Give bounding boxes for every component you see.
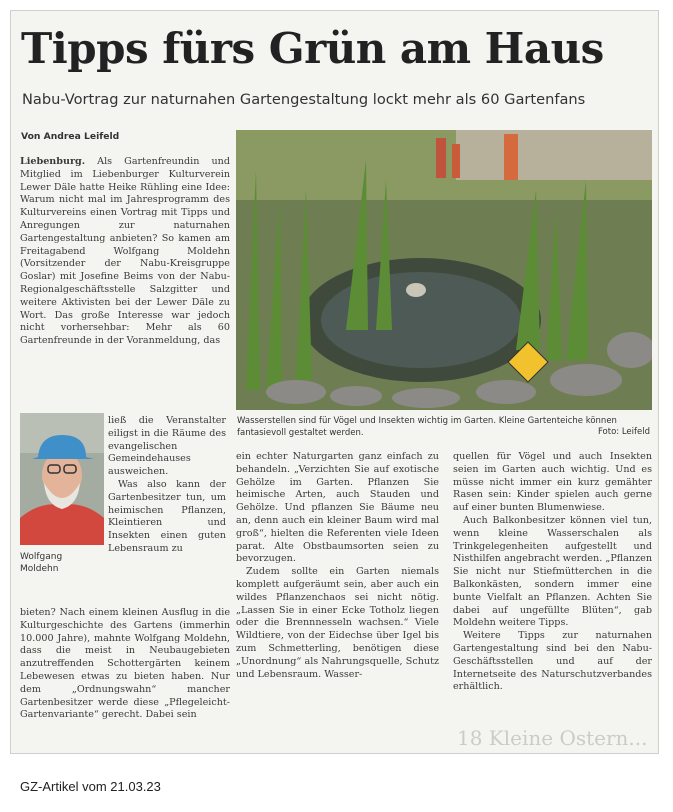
article-byline: Von Andrea Leifeld [21,131,120,142]
article-column-2: ein echter Naturgarten ganz einfach zu behandeln. „Verzichten Sie auf exotische Gehölze im Garten. Pflanzen Sie heimische Arten, auch Stauden und Gehölze. Und pflanzen Sie Bäume neu an, denn auch ein kleiner Baum wird mal groß“, hielten die Referenten viele Ideen parat. Alte Obstbaumsorten seien zu bevorzugen. Zudem sollte ein Garten niemals komplett aufgeräumt sein, aber auch ein wildes Pflanzenchaos sei nicht nötig. „Lassen Sie in einer Ecke Totholz liegen oder die Brennnesseln wachsen.“ Viele Wildtiere, von der Eidechse über Igel bis zum Schmetterling, benötigen diese „Unordnung“ als Nahrungsquelle, Schutz und Lebensraum. Wasser- [236,451,439,680]
article-column-1-wrap: ließ die Veranstalter eiligst in die Räume des evangelischen Gemeindehauses ausweichen. Was also kann der Gartenbesitzer tun, um heimischen Pflanzen, Kleintieren und Insekten einen guten Lebensraum zu [108,415,226,554]
photo-credit: Foto: Leifeld [597,427,650,437]
portrait-caption: Wolfgang Moldehn [20,552,63,574]
footer-label: GZ-Artikel vom 21.03.23 [20,779,161,794]
newspaper-clipping [10,10,659,754]
article-dateline: Liebenburg. [20,156,86,167]
article-column-3: quellen für Vögel und auch Insekten seien im Garten auch wichtig. Und es müsse nicht immer ein kurz gemähter Rasen sein: Kinder spielen auch gerne auf einer bunten Blumenwiese. Auch Balkonbesitzer können viel tun, wenn kleine Wasserschalen als Trinkgelegenheiten aufgestellt und Nisthilfen angebracht werden. „Pflanzen Sie nicht nur Stiefmütterchen in die Balkonkästen, sondern immer eine bunte Vielfalt an Pflanzen. Achten Sie dabei auf ungefüllte Blüten“, gab Moldehn weitere Tipps. Weitere Tipps zur naturnahen Gartengestaltung sind bei den Nabu-Geschäftsstellen und auf der Internetseite des Naturschutzverbandes erhältlich. [453,451,652,693]
article-column-1-tail: bieten? Nach einem kleinen Ausflug in die Kulturgeschichte des Gartens (immerhin 10.000 Jahre), mahnte Wolfgang Moldehn, dass die meist in Neubaugebieten anzutreffenden Schottergärten keinem Lebewesen etwas zu bieten haben. Nur dem „Ordnungswahn“ mancher Gartenbesitzer werde diese „Pflegeleicht-Gartenvariante“ gerecht. Dabei sein [20,607,230,721]
photo-caption: Wasserstellen sind für Vögel und Insekten wichtig im Garten. Kleine Gartenteiche können fantasievoll gestaltet werden. [237,416,617,438]
bleed-through-text: 18 Kleine Ostern... [457,726,648,750]
garden-pond-photo [236,130,652,410]
article-column-1 [20,156,230,348]
article-subheadline: Nabu-Vortrag zur naturnahen Gartengestaltung lockt mehr als 60 Gartenfans [22,91,586,108]
article-headline: Tipps fürs Grün am Haus [21,24,604,73]
article-lead-text: Als Gartenfreundin und Mitglied im Liebenburger Kulturverein Lewer Däle hatte Heike Rühling eine Idee: Warum nicht mal im Jahresprogramm des Kulturvereins einen Vortrag mit Tipps und Anregungen zur naturnahen Gartengestaltung anbieten? So kamen am Freitagabend Wolfgang Moldehn (Vorsitzender der Nabu-Kreisgruppe Goslar) mit Josefine Beims von der Nabu-Regionalgeschäftsstelle Salzgitter und weitere Aktivisten bei der Lewer Däle zu Wort. Das große Interesse war jedoch nicht vorhersehbar: Mehr als 60 Gartenfreunde in der Voranmeldung, das [20,156,230,347]
portrait-photo [20,413,104,545]
